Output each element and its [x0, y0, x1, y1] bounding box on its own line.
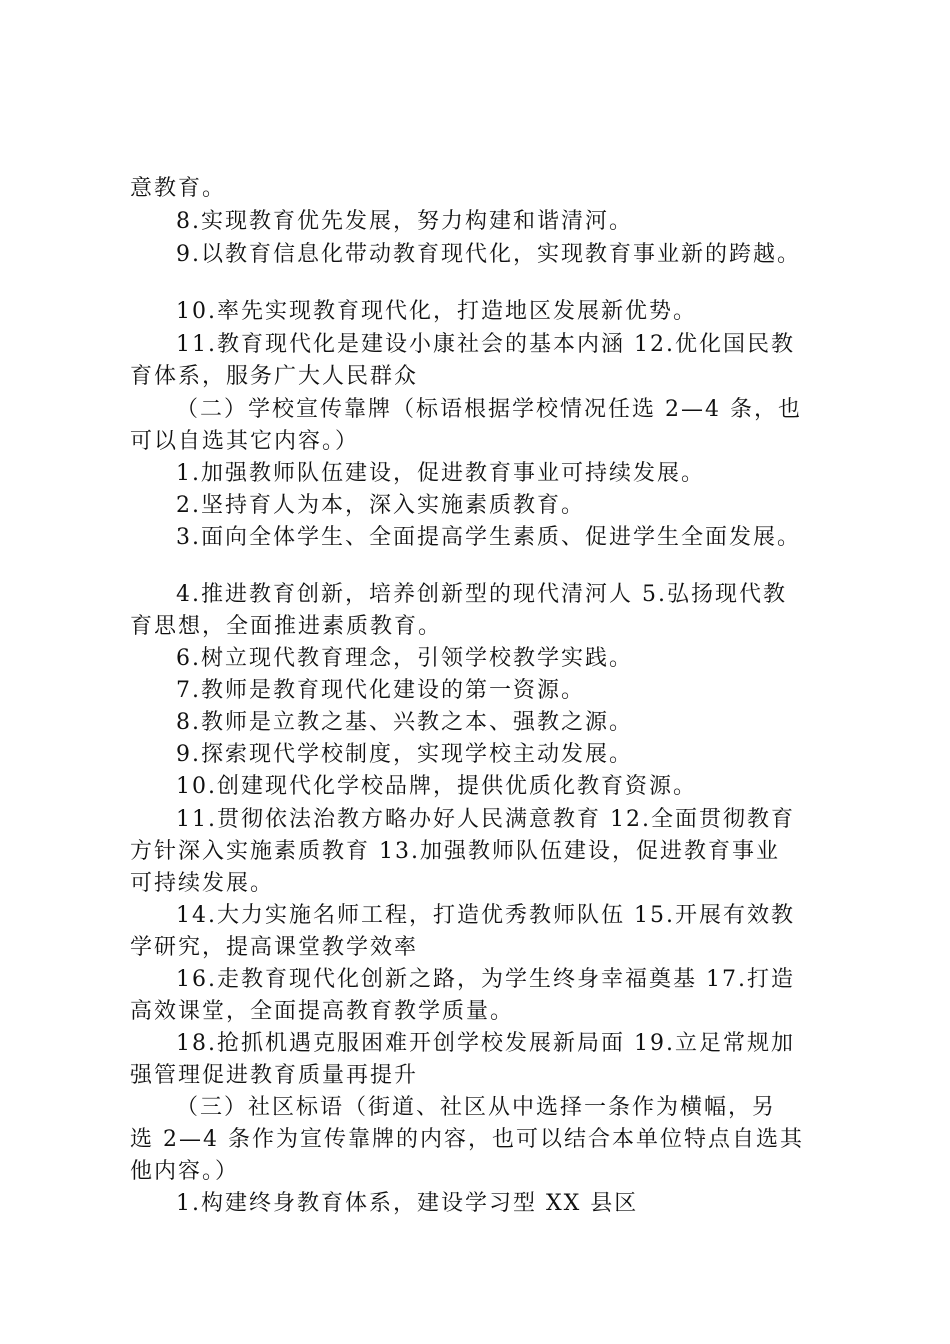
text-line: 1.构建终身教育体系，建设学习型 XX 县区 [176, 1191, 639, 1216]
text-line: 学研究，提高课堂教学效率 [130, 935, 419, 960]
text-line: 他内容。） [130, 1159, 240, 1184]
text-line: 11.贯彻依法治教方略办好人民满意教育 12.全面贯彻教育 [176, 807, 795, 832]
text-line: 3.面向全体学生、全面提高学生素质、促进学生全面发展。 [176, 525, 801, 550]
text-line: 14.大力实施名师工程，打造优秀教师队伍 15.开展有效教 [176, 903, 795, 928]
text-line: 1.加强教师队伍建设，促进教育事业可持续发展。 [176, 461, 705, 486]
text-line: 育体系，服务广大人民群众 [130, 364, 419, 389]
text-line: 可持续发展。 [130, 871, 275, 896]
text-line: 高效课堂，全面提高教育教学质量。 [130, 999, 515, 1024]
text-line: 6.树立现代教育理念，引领学校教学实践。 [176, 646, 633, 671]
text-line: 8.实现教育优先发展，努力构建和谐清河。 [176, 209, 633, 234]
text-line: 9.探索现代学校制度，实现学校主动发展。 [176, 742, 633, 767]
text-line: 方针深入实施素质教育 13.加强教师队伍建设，促进教育事业 [130, 839, 780, 864]
text-line: 2.坚持育人为本，深入实施素质教育。 [176, 493, 585, 518]
text-line: 10.率先实现教育现代化，打造地区发展新优势。 [176, 299, 697, 324]
text-line: 9.以教育信息化带动教育现代化，实现教育事业新的跨越。 [176, 242, 801, 267]
text-line: 意教育。 [130, 176, 227, 201]
text-line: 11.教育现代化是建设小康社会的基本内涵 12.优化国民教 [176, 332, 795, 357]
text-line: 4.推进教育创新，培养创新型的现代清河人 5.弘扬现代教 [176, 582, 787, 607]
section-heading: （二）学校宣传靠牌（标语根据学校情况任选 2—4 条，也 [176, 397, 802, 422]
text-line: 强管理促进教育质量再提升 [130, 1063, 419, 1088]
text-line: 选 2—4 条作为宣传靠牌的内容，也可以结合本单位特点自选其 [130, 1127, 804, 1152]
text-line: 7.教师是教育现代化建设的第一资源。 [176, 678, 585, 703]
section-heading: （三）社区标语（街道、社区从中选择一条作为横幅，另 [176, 1095, 777, 1120]
text-line: 8.教师是立教之基、兴教之本、强教之源。 [176, 710, 633, 735]
text-line: 10.创建现代化学校品牌，提供优质化教育资源。 [176, 774, 697, 799]
text-line: 16.走教育现代化创新之路，为学生终身幸福奠基 17.打造 [176, 967, 795, 992]
text-line: 育思想，全面推进素质教育。 [130, 614, 443, 639]
text-line: 可以自选其它内容。） [130, 429, 360, 454]
text-line: 18.抢抓机遇克服困难开创学校发展新局面 19.立足常规加 [176, 1031, 795, 1056]
